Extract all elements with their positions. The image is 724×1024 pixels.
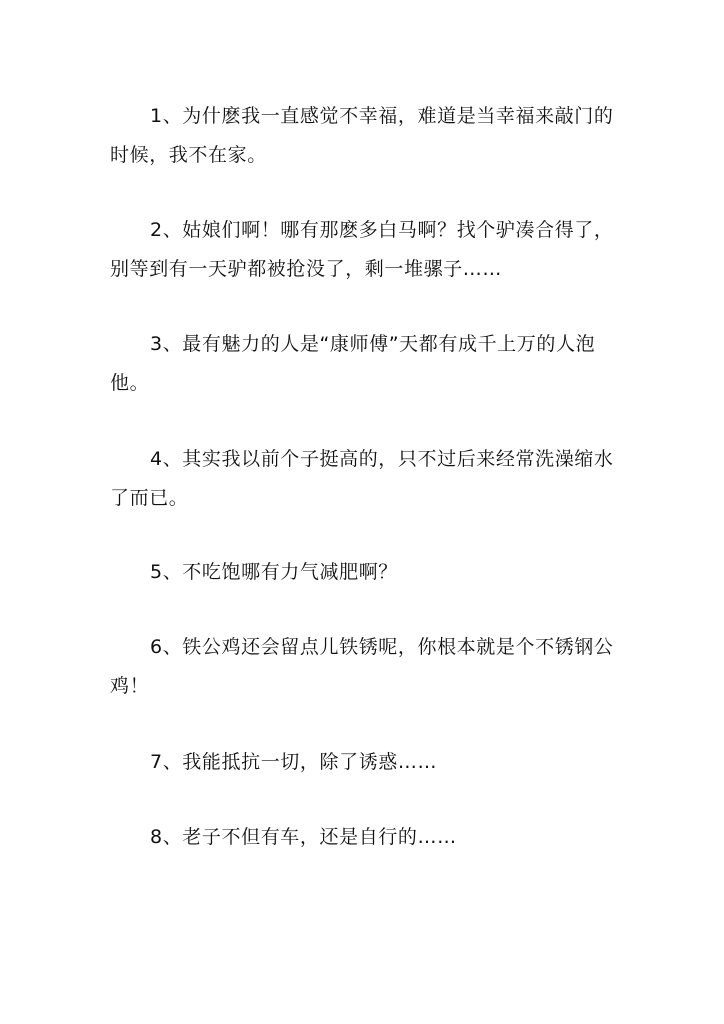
paragraph-8: 8、老子不但有车，还是自行的…… [150,826,457,848]
paragraph-6: 6、铁公鸡还会留点儿铁锈呢，你根本就是个不锈钢公鸡！ [110,636,614,697]
paragraph-5: 5、不吃饱哪有力气减肥啊？ [150,561,398,583]
paragraph-2: 2、姑娘们啊！哪有那麽多白马啊？找个驴凑合得了，别等到有一天驴都被抢没了，剩一堆骡子…… [110,219,614,280]
paragraph-3: 3、最有魅力的人是“康师傅”天都有成千上万的人泡他。 [110,333,596,394]
paragraph-1: 1、为什麽我一直感觉不幸福，难道是当幸福来敲门的时候，我不在家。 [110,105,614,166]
paragraph-4: 4、其实我以前个子挺高的，只不过后来经常洗澡缩水了而已。 [110,448,614,509]
paragraph-7: 7、我能抵抗一切，除了诱惑…… [150,751,438,773]
